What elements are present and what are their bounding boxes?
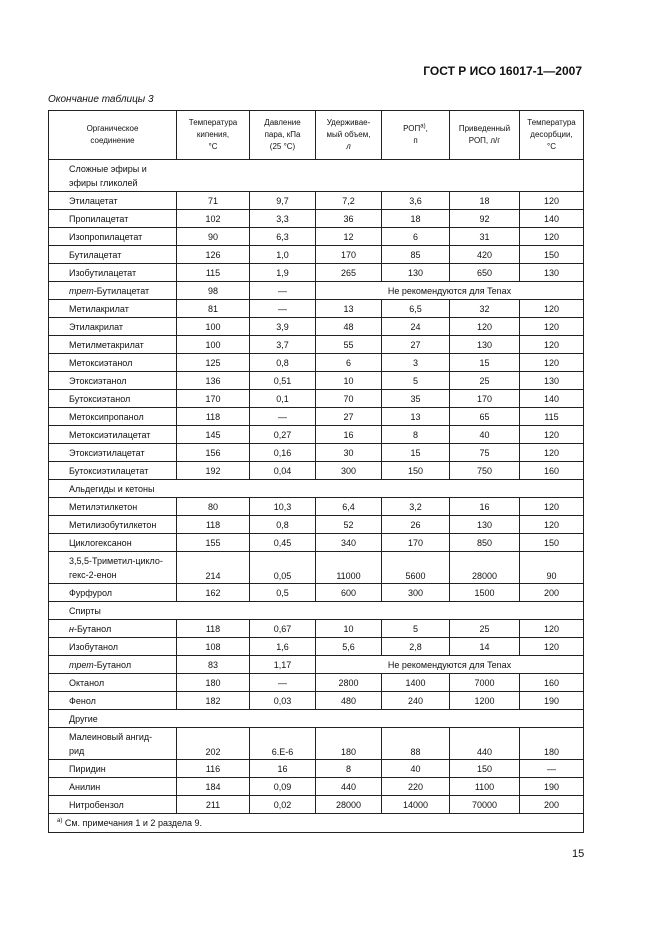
compound-name: Пиридин <box>49 760 177 778</box>
boiling-point-cell: 98 <box>177 282 250 300</box>
desorption-temp-cell: 190 <box>520 778 584 796</box>
retention-volume-cell: 27 <box>316 408 382 426</box>
compound-name: Фурфурол <box>49 584 177 602</box>
vapour-pressure-cell: 0,45 <box>250 534 316 552</box>
compound-name: Метилэтилкетон <box>49 498 177 516</box>
table-row <box>49 318 584 336</box>
compound-name: Метилметакрилат <box>49 336 177 354</box>
table-row <box>49 638 584 656</box>
boiling-point-cell: 118 <box>177 408 250 426</box>
desorption-temp-cell: 150 <box>520 534 584 552</box>
desorption-temp-cell: 90 <box>520 552 584 584</box>
retention-volume-cell: 180 <box>316 728 382 760</box>
reduced-rop-cell: 120 <box>450 318 520 336</box>
reduced-rop-cell: 16 <box>450 498 520 516</box>
rop-cell: 8 <box>382 426 450 444</box>
data-table <box>48 110 584 833</box>
rop-cell: 24 <box>382 318 450 336</box>
compound-name: Октанол <box>49 674 177 692</box>
rop-cell: 27 <box>382 336 450 354</box>
reduced-rop-cell: 650 <box>450 264 520 282</box>
table-row <box>49 228 584 246</box>
vapour-pressure-cell: 16 <box>250 760 316 778</box>
boiling-point-cell: 184 <box>177 778 250 796</box>
col-header-compound: Органическое соединение <box>49 111 177 160</box>
boiling-point-cell: 108 <box>177 638 250 656</box>
compound-name: Фенол <box>49 692 177 710</box>
retention-volume-cell: 10 <box>316 620 382 638</box>
retention-volume-cell: 2800 <box>316 674 382 692</box>
col-header-reduced-rop: Приведенный РОП, л/г <box>450 111 520 160</box>
retention-volume-cell: 340 <box>316 534 382 552</box>
vapour-pressure-cell: 0,67 <box>250 620 316 638</box>
vapour-pressure-cell: 1,0 <box>250 246 316 264</box>
boiling-point-cell: 81 <box>177 300 250 318</box>
vapour-pressure-cell: — <box>250 282 316 300</box>
table-row <box>49 282 584 300</box>
rop-cell: 2,8 <box>382 638 450 656</box>
vapour-pressure-cell: 9,7 <box>250 192 316 210</box>
table-row <box>49 264 584 282</box>
vapour-pressure-cell: 1,9 <box>250 264 316 282</box>
vapour-pressure-cell: 6,3 <box>250 228 316 246</box>
reduced-rop-cell: 1100 <box>450 778 520 796</box>
compound-name: Нитробензол <box>49 796 177 814</box>
desorption-temp-cell: 140 <box>520 210 584 228</box>
desorption-temp-cell: 120 <box>520 638 584 656</box>
reduced-rop-cell: 15 <box>450 354 520 372</box>
footnote: $^{а)}$ См. примечания 1 и 2 раздела 9. <box>49 814 584 833</box>
retention-volume-cell: 5,6 <box>316 638 382 656</box>
reduced-rop-cell: 40 <box>450 426 520 444</box>
rop-cell: 13 <box>382 408 450 426</box>
retention-volume-cell: 13 <box>316 300 382 318</box>
reduced-rop-cell: 130 <box>450 516 520 534</box>
table-row <box>49 462 584 480</box>
retention-volume-cell: 28000 <box>316 796 382 814</box>
vapour-pressure-cell: 0,8 <box>250 516 316 534</box>
reduced-rop-cell: 31 <box>450 228 520 246</box>
rop-cell: 300 <box>382 584 450 602</box>
compound-name: Метилакрилат <box>49 300 177 318</box>
table-row <box>49 620 584 638</box>
compound-name: Метоксиэтанол <box>49 354 177 372</box>
compound-name: Изобутилацетат <box>49 264 177 282</box>
boiling-point-cell: 116 <box>177 760 250 778</box>
vapour-pressure-cell: 0,03 <box>250 692 316 710</box>
reduced-rop-cell: 70000 <box>450 796 520 814</box>
boiling-point-cell: 180 <box>177 674 250 692</box>
rop-cell: 5600 <box>382 552 450 584</box>
reduced-rop-cell: 1200 <box>450 692 520 710</box>
compound-name: трет-Бутанол <box>49 656 177 674</box>
vapour-pressure-cell: 0,5 <box>250 584 316 602</box>
retention-volume-cell: 6,4 <box>316 498 382 516</box>
boiling-point-cell: 202 <box>177 728 250 760</box>
rop-cell: 3,2 <box>382 498 450 516</box>
rop-cell: 150 <box>382 462 450 480</box>
desorption-temp-cell: 120 <box>520 354 584 372</box>
table-row <box>49 778 584 796</box>
compound-name: Метоксипропанол <box>49 408 177 426</box>
desorption-temp-cell: 140 <box>520 390 584 408</box>
desorption-temp-cell: 120 <box>520 444 584 462</box>
table-row <box>49 534 584 552</box>
table-row <box>49 516 584 534</box>
section-row <box>49 480 584 498</box>
compound-name: Этоксиэтилацетат <box>49 444 177 462</box>
col-header-desorption-temp: Температура десорбции, °C <box>520 111 584 160</box>
not-recommended-note: Не рекомендуются для Tenax <box>316 282 584 300</box>
vapour-pressure-cell: 1,6 <box>250 638 316 656</box>
retention-volume-cell: 70 <box>316 390 382 408</box>
desorption-temp-cell: 120 <box>520 300 584 318</box>
table-row <box>49 300 584 318</box>
boiling-point-cell: 102 <box>177 210 250 228</box>
table-row <box>49 210 584 228</box>
table-row <box>49 674 584 692</box>
compound-name: Метоксиэтилацетат <box>49 426 177 444</box>
boiling-point-cell: 192 <box>177 462 250 480</box>
vapour-pressure-cell: 0,16 <box>250 444 316 462</box>
section-row <box>49 160 584 192</box>
table-row <box>49 552 584 584</box>
desorption-temp-cell: 120 <box>520 192 584 210</box>
rop-cell: 3,6 <box>382 192 450 210</box>
desorption-temp-cell: — <box>520 760 584 778</box>
rop-cell: 130 <box>382 264 450 282</box>
desorption-temp-cell: 200 <box>520 584 584 602</box>
boiling-point-cell: 126 <box>177 246 250 264</box>
table-row <box>49 796 584 814</box>
desorption-temp-cell: 120 <box>520 516 584 534</box>
retention-volume-cell: 300 <box>316 462 382 480</box>
reduced-rop-cell: 7000 <box>450 674 520 692</box>
boiling-point-cell: 118 <box>177 620 250 638</box>
retention-volume-cell: 480 <box>316 692 382 710</box>
table-row <box>49 246 584 264</box>
retention-volume-cell: 7,2 <box>316 192 382 210</box>
desorption-temp-cell: 160 <box>520 462 584 480</box>
table-row <box>49 372 584 390</box>
desorption-temp-cell: 200 <box>520 796 584 814</box>
desorption-temp-cell: 115 <box>520 408 584 426</box>
table-row <box>49 336 584 354</box>
table-row <box>49 498 584 516</box>
rop-cell: 220 <box>382 778 450 796</box>
retention-volume-cell: 265 <box>316 264 382 282</box>
boiling-point-cell: 125 <box>177 354 250 372</box>
table-row <box>49 584 584 602</box>
compound-name: н-Бутанол <box>49 620 177 638</box>
vapour-pressure-cell: 0,27 <box>250 426 316 444</box>
table-caption: Окончание таблицы 3 <box>48 94 154 105</box>
boiling-point-cell: 211 <box>177 796 250 814</box>
table-row <box>49 444 584 462</box>
boiling-point-cell: 162 <box>177 584 250 602</box>
rop-cell: 85 <box>382 246 450 264</box>
table-row <box>49 760 584 778</box>
rop-cell: 6 <box>382 228 450 246</box>
boiling-point-cell: 214 <box>177 552 250 584</box>
retention-volume-cell: 55 <box>316 336 382 354</box>
retention-volume-cell: 8 <box>316 760 382 778</box>
boiling-point-cell: 182 <box>177 692 250 710</box>
table-row <box>49 728 584 760</box>
vapour-pressure-cell: 6.E-6 <box>250 728 316 760</box>
reduced-rop-cell: 18 <box>450 192 520 210</box>
compound-name: 3,5,5-Триметил-цикло- гекс-2-енон <box>49 552 177 584</box>
vapour-pressure-cell: 0,51 <box>250 372 316 390</box>
reduced-rop-cell: 25 <box>450 372 520 390</box>
rop-cell: 14000 <box>382 796 450 814</box>
section-label: Сложные эфиры и эфиры гликолей <box>49 160 584 192</box>
boiling-point-cell: 170 <box>177 390 250 408</box>
retention-volume-cell: 170 <box>316 246 382 264</box>
reduced-rop-cell: 92 <box>450 210 520 228</box>
retention-volume-cell: 600 <box>316 584 382 602</box>
reduced-rop-cell: 32 <box>450 300 520 318</box>
vapour-pressure-cell: 0,02 <box>250 796 316 814</box>
rop-cell: 18 <box>382 210 450 228</box>
rop-cell: 5 <box>382 620 450 638</box>
compound-name: Анилин <box>49 778 177 796</box>
compound-name: Пропилацетат <box>49 210 177 228</box>
boiling-point-cell: 100 <box>177 318 250 336</box>
boiling-point-cell: 155 <box>177 534 250 552</box>
desorption-temp-cell: 180 <box>520 728 584 760</box>
compound-name: Этоксиэтанол <box>49 372 177 390</box>
reduced-rop-cell: 1500 <box>450 584 520 602</box>
table-row <box>49 408 584 426</box>
rop-cell: 1400 <box>382 674 450 692</box>
compound-name: Бутоксиэтилацетат <box>49 462 177 480</box>
retention-volume-cell: 36 <box>316 210 382 228</box>
vapour-pressure-cell: 3,9 <box>250 318 316 336</box>
vapour-pressure-cell: 10,3 <box>250 498 316 516</box>
table-row <box>49 426 584 444</box>
reduced-rop-cell: 65 <box>450 408 520 426</box>
compound-name: Малеиновый ангид- рид <box>49 728 177 760</box>
section-row <box>49 602 584 620</box>
table-header-row <box>49 111 584 160</box>
section-row <box>49 710 584 728</box>
desorption-temp-cell: 130 <box>520 372 584 390</box>
desorption-temp-cell: 120 <box>520 318 584 336</box>
desorption-temp-cell: 120 <box>520 228 584 246</box>
table-row <box>49 656 584 674</box>
desorption-temp-cell: 190 <box>520 692 584 710</box>
boiling-point-cell: 80 <box>177 498 250 516</box>
retention-volume-cell: 12 <box>316 228 382 246</box>
reduced-rop-cell: 130 <box>450 336 520 354</box>
desorption-temp-cell: 120 <box>520 498 584 516</box>
boiling-point-cell: 136 <box>177 372 250 390</box>
rop-cell: 170 <box>382 534 450 552</box>
vapour-pressure-cell: 0,05 <box>250 552 316 584</box>
compound-name: Этилацетат <box>49 192 177 210</box>
retention-volume-cell: 6 <box>316 354 382 372</box>
desorption-temp-cell: 120 <box>520 336 584 354</box>
document-header: ГОСТ Р ИСО 16017-1—2007 <box>423 64 582 78</box>
vapour-pressure-cell: — <box>250 300 316 318</box>
section-label: Спирты <box>49 602 584 620</box>
retention-volume-cell: 30 <box>316 444 382 462</box>
boiling-point-cell: 115 <box>177 264 250 282</box>
table-row <box>49 192 584 210</box>
retention-volume-cell: 48 <box>316 318 382 336</box>
vapour-pressure-cell: 0,1 <box>250 390 316 408</box>
reduced-rop-cell: 75 <box>450 444 520 462</box>
boiling-point-cell: 83 <box>177 656 250 674</box>
reduced-rop-cell: 750 <box>450 462 520 480</box>
not-recommended-note: Не рекомендуются для Tenax <box>316 656 584 674</box>
desorption-temp-cell: 150 <box>520 246 584 264</box>
compound-name: Изопропилацетат <box>49 228 177 246</box>
col-header-boiling-point: Температура кипения, °C <box>177 111 250 160</box>
desorption-temp-cell: 120 <box>520 426 584 444</box>
vapour-pressure-cell: 0,8 <box>250 354 316 372</box>
boiling-point-cell: 118 <box>177 516 250 534</box>
rop-cell: 40 <box>382 760 450 778</box>
vapour-pressure-cell: 0,04 <box>250 462 316 480</box>
retention-volume-cell: 440 <box>316 778 382 796</box>
rop-cell: 26 <box>382 516 450 534</box>
footnote-row <box>49 814 584 833</box>
desorption-temp-cell: 130 <box>520 264 584 282</box>
reduced-rop-cell: 150 <box>450 760 520 778</box>
reduced-rop-cell: 420 <box>450 246 520 264</box>
boiling-point-cell: 90 <box>177 228 250 246</box>
boiling-point-cell: 71 <box>177 192 250 210</box>
section-label: Другие <box>49 710 584 728</box>
reduced-rop-cell: 25 <box>450 620 520 638</box>
page-number: 15 <box>572 848 585 860</box>
rop-cell: 35 <box>382 390 450 408</box>
table-row <box>49 354 584 372</box>
col-header-retention-volume: Удерживае- мый объем, л <box>316 111 382 160</box>
boiling-point-cell: 156 <box>177 444 250 462</box>
compound-name: Бутилацетат <box>49 246 177 264</box>
rop-cell: 3 <box>382 354 450 372</box>
retention-volume-cell: 10 <box>316 372 382 390</box>
reduced-rop-cell: 170 <box>450 390 520 408</box>
compound-name: Бутоксиэтанол <box>49 390 177 408</box>
section-label: Альдегиды и кетоны <box>49 480 584 498</box>
rop-cell: 88 <box>382 728 450 760</box>
vapour-pressure-cell: — <box>250 674 316 692</box>
desorption-temp-cell: 160 <box>520 674 584 692</box>
reduced-rop-cell: 28000 <box>450 552 520 584</box>
retention-volume-cell: 52 <box>316 516 382 534</box>
col-header-rop: $РОП^{а)}$, п <box>382 111 450 160</box>
compound-name: Этилакрилат <box>49 318 177 336</box>
boiling-point-cell: 145 <box>177 426 250 444</box>
boiling-point-cell: 100 <box>177 336 250 354</box>
table-row <box>49 390 584 408</box>
compound-name: трет-Бутилацетат <box>49 282 177 300</box>
vapour-pressure-cell: 0,09 <box>250 778 316 796</box>
vapour-pressure-cell: 1,17 <box>250 656 316 674</box>
compound-name: Изобутанол <box>49 638 177 656</box>
retention-volume-cell: 11000 <box>316 552 382 584</box>
retention-volume-cell: 16 <box>316 426 382 444</box>
reduced-rop-cell: 850 <box>450 534 520 552</box>
table-row <box>49 692 584 710</box>
rop-cell: 240 <box>382 692 450 710</box>
vapour-pressure-cell: 3,3 <box>250 210 316 228</box>
rop-cell: 15 <box>382 444 450 462</box>
vapour-pressure-cell: — <box>250 408 316 426</box>
compound-name: Метилизобутилкетон <box>49 516 177 534</box>
rop-cell: 5 <box>382 372 450 390</box>
col-header-vapour-pressure: Давление пара, кПа (25 °C) <box>250 111 316 160</box>
reduced-rop-cell: 440 <box>450 728 520 760</box>
compound-name: Циклогексанон <box>49 534 177 552</box>
vapour-pressure-cell: 3,7 <box>250 336 316 354</box>
desorption-temp-cell: 120 <box>520 620 584 638</box>
rop-cell: 6,5 <box>382 300 450 318</box>
reduced-rop-cell: 14 <box>450 638 520 656</box>
